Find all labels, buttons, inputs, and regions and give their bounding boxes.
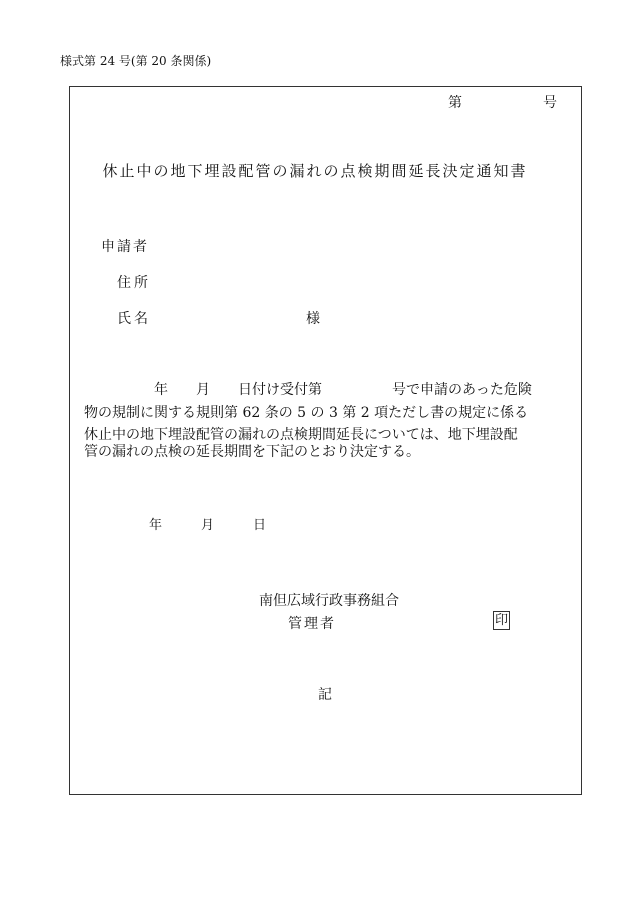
applicant-heading: 申請者 [101,239,149,255]
body-text-line-3: 休止中の地下埋設配管の漏れの点検期間延長については、地下埋設配 [84,427,518,443]
administrator-label: 管理者 [288,616,336,632]
address-label: 住所 [117,275,151,291]
organization-name: 南但広域行政事務組合 [259,593,399,609]
form-number-label: 様式第 24 号(第 20 条関係) [60,54,212,68]
body-text-line-4: 管の漏れの点検の延長期間を下記のとおり決定する。 [84,444,420,460]
body-text-line-2: 物の規制に関する規則第 62 条の 5 の 3 第 2 項ただし書の規定に係る [84,405,529,421]
document-number-prefix: 第 [448,95,462,111]
document-title: 休止中の地下埋設配管の漏れの点検期間延長決定通知書 [102,162,528,180]
seal-mark: 印 [495,613,509,628]
body-text-line-1: 年 月 日付け受付第 号で申請のあった危険 [84,382,532,398]
ki-heading: 記 [318,687,332,703]
honorific-sama: 様 [306,311,320,327]
name-label: 氏名 [117,311,151,327]
decision-date-line: 年 月 日 [149,518,267,533]
document-number-suffix: 号 [543,95,557,111]
